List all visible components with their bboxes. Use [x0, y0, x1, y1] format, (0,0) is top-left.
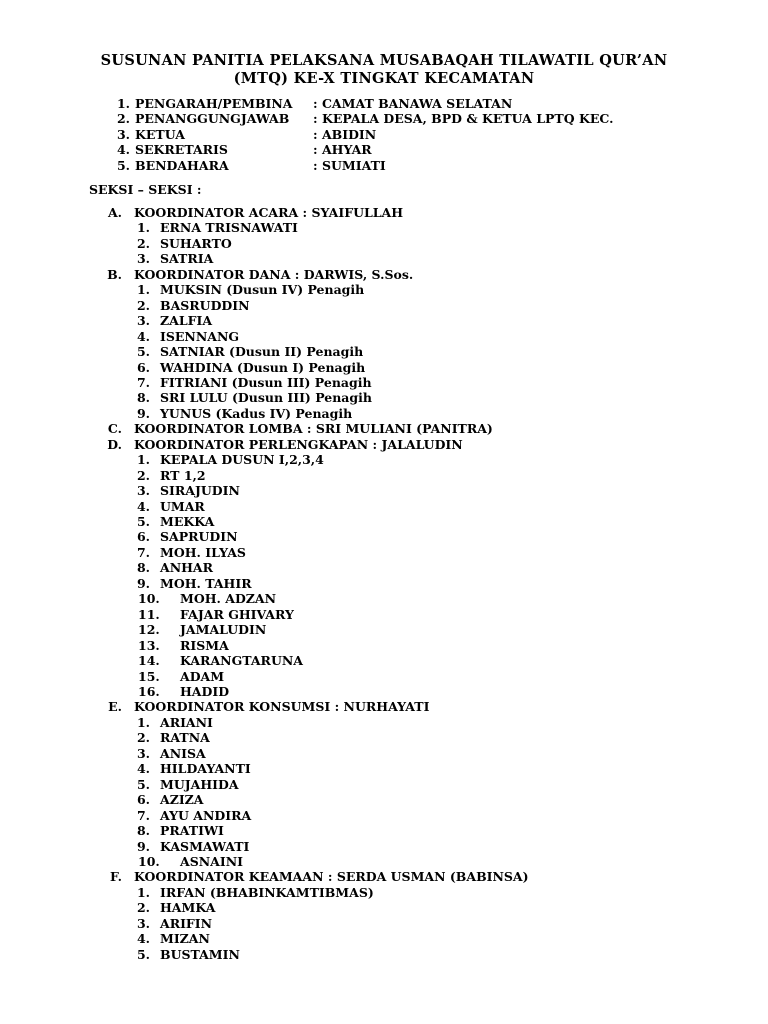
section-title: KOORDINATOR ACARA : SYAIFULLAH [134, 205, 404, 220]
member-name: ANISA [160, 745, 206, 761]
member-name: ARIANI [160, 714, 213, 730]
member-number: 2. [136, 235, 150, 251]
leader-name: : ABIDIN [313, 126, 377, 142]
member-name: MOH. ADZAN [180, 591, 277, 607]
member-number: 5. [136, 776, 150, 792]
member-row [0, 514, 768, 529]
section-letter: C. [107, 421, 122, 437]
member-name: ASNAINI [180, 853, 243, 869]
member-row [0, 375, 768, 390]
section-letter: D. [107, 436, 122, 452]
leader-row [0, 96, 768, 111]
member-name: ARIFIN [160, 915, 213, 931]
leader-row [0, 111, 768, 126]
member-name: MOH. ILYAS [160, 544, 246, 560]
member-number: 8. [136, 823, 150, 838]
member-number: 14. [138, 653, 160, 669]
member-number: 4. [136, 931, 150, 947]
member-name: ERNA TRISNAWATI [160, 220, 298, 236]
member-name: ZALFIA [160, 313, 213, 329]
member-number: 4. [136, 761, 150, 777]
leader-number: 2. [116, 111, 130, 127]
member-row [0, 638, 768, 653]
member-row [0, 931, 768, 946]
leader-role: BENDAHARA [135, 157, 229, 173]
member-row [0, 545, 768, 560]
member-row [0, 220, 768, 235]
member-row [0, 406, 768, 421]
member-name: RISMA [180, 637, 229, 653]
document-title [0, 52, 768, 88]
section-letter: F. [110, 869, 122, 885]
section-heading [0, 205, 768, 220]
member-name: HAMKA [160, 900, 216, 916]
member-number: 9. [136, 838, 150, 854]
member-name: PRATIWI [160, 823, 224, 838]
member-name: JAMALUDIN [180, 622, 267, 638]
member-row [0, 669, 768, 684]
member-number: 11. [138, 606, 160, 622]
member-name: HILDAYANTI [160, 761, 251, 777]
member-row [0, 792, 768, 807]
member-row [0, 576, 768, 591]
leader-row [0, 127, 768, 142]
member-row [0, 715, 768, 730]
section-title: KOORDINATOR DANA : DARWIS, S.Sos. [134, 266, 414, 282]
member-row [0, 560, 768, 575]
member-number: 7. [136, 374, 150, 390]
member-number: 10. [138, 853, 160, 869]
title-line-1: SUSUNAN PANITIA PELAKSANA MUSABAQAH TILAWATIL QUR’AN [100, 52, 668, 69]
member-row [0, 251, 768, 266]
member-row [0, 313, 768, 328]
member-name: AYU ANDIRA [160, 807, 252, 823]
member-row [0, 730, 768, 745]
section-title: KOORDINATOR PERLENGKAPAN : JALALUDIN [134, 436, 463, 452]
member-name: FAJAR GHIVARY [180, 606, 294, 622]
member-number: 1. [136, 282, 150, 298]
member-name: HADID [180, 684, 230, 699]
sections-label: SEKSI – SEKSI : [89, 182, 202, 197]
member-number: 2. [136, 730, 150, 746]
member-name: SIRAJUDIN [160, 483, 240, 499]
member-name: MIZAN [160, 931, 210, 947]
member-number: 12. [138, 622, 160, 638]
member-row [0, 236, 768, 251]
section-heading [0, 421, 768, 436]
leader-name: : AHYAR [313, 142, 372, 158]
member-number: 1. [136, 714, 150, 730]
member-name: IRFAN (BHABINKAMTIBMAS) [160, 884, 374, 900]
leader-name: : CAMAT BANAWA SELATAN [313, 96, 513, 111]
section-heading [0, 437, 768, 452]
member-name: ADAM [180, 668, 225, 684]
member-row [0, 298, 768, 313]
member-number: 8. [136, 560, 150, 576]
member-number: 3. [136, 251, 150, 267]
member-number: 7. [136, 807, 150, 823]
section-title: KOORDINATOR LOMBA : SRI MULIANI (PANITRA) [134, 421, 493, 437]
member-number: 6. [136, 359, 150, 375]
member-number: 2. [136, 900, 150, 916]
member-number: 5. [136, 344, 150, 359]
member-number: 5. [136, 946, 150, 962]
member-row [0, 885, 768, 900]
member-number: 10. [138, 591, 160, 607]
member-row [0, 499, 768, 514]
member-name: SATRIA [160, 251, 214, 267]
leader-name: : SUMIATI [313, 157, 386, 173]
member-number: 1. [136, 220, 150, 236]
member-row [0, 900, 768, 915]
member-row [0, 529, 768, 544]
member-name: SAPRUDIN [160, 529, 238, 545]
leader-row [0, 142, 768, 157]
member-number: 1. [136, 452, 150, 468]
member-number: 7. [136, 544, 150, 560]
member-row [0, 684, 768, 699]
member-name: ISENNANG [160, 328, 240, 344]
leader-role: KETUA [135, 126, 185, 142]
member-name: SUHARTO [160, 235, 232, 251]
member-row [0, 777, 768, 792]
member-row [0, 282, 768, 297]
member-row [0, 947, 768, 962]
leader-name: : KEPALA DESA, BPD & KETUA LPTQ KEC. [313, 111, 614, 127]
leader-role: SEKRETARIS [135, 142, 228, 158]
section-heading [0, 267, 768, 282]
member-number: 3. [136, 313, 150, 329]
member-row [0, 344, 768, 359]
leader-row [0, 158, 768, 173]
member-number: 4. [136, 498, 150, 514]
member-number: 5. [136, 514, 150, 529]
member-name: MOH. TAHIR [160, 575, 252, 591]
section-title: KOORDINATOR KEAMAAN : SERDA USMAN (BABINSA) [134, 869, 529, 885]
member-name: BUSTAMIN [160, 946, 240, 962]
member-name: AZIZA [160, 792, 204, 808]
member-number: 1. [136, 884, 150, 900]
member-name: UMAR [160, 498, 205, 514]
member-number: 9. [136, 575, 150, 591]
member-row [0, 916, 768, 931]
member-number: 6. [136, 529, 150, 545]
member-number: 6. [136, 792, 150, 808]
member-row [0, 360, 768, 375]
section-title: KOORDINATOR KONSUMSI : NURHAYATI [134, 699, 430, 715]
member-row [0, 808, 768, 823]
member-row [0, 839, 768, 854]
member-row [0, 761, 768, 776]
member-number: 2. [136, 467, 150, 483]
leader-number: 1. [116, 96, 130, 111]
member-number: 3. [136, 745, 150, 761]
member-number: 13. [138, 637, 160, 653]
member-name: MEKKA [160, 514, 215, 529]
member-name: MUJAHIDA [160, 776, 239, 792]
leader-role: PENGARAH/PEMBINA [135, 96, 293, 111]
member-name: FITRIANI (Dusun III) Penagih [160, 374, 372, 390]
leader-number: 3. [116, 126, 130, 142]
member-name: YUNUS (Kadus IV) Penagih [160, 405, 353, 421]
section-heading [0, 699, 768, 714]
leader-number: 5. [116, 157, 130, 173]
section-heading [0, 869, 768, 884]
member-name: BASRUDDIN [160, 297, 250, 313]
member-row [0, 390, 768, 405]
member-row [0, 854, 768, 869]
member-name: KARANGTARUNA [180, 653, 303, 669]
member-number: 3. [136, 915, 150, 931]
member-number: 9. [136, 405, 150, 421]
member-number: 3. [136, 483, 150, 499]
member-row [0, 468, 768, 483]
member-number: 8. [136, 390, 150, 406]
member-name: WAHDINA (Dusun I) Penagih [160, 359, 366, 375]
leader-number: 4. [116, 142, 130, 158]
member-name: MUKSIN (Dusun IV) Penagih [160, 282, 365, 298]
member-row [0, 329, 768, 344]
member-name: SRI LULU (Dusun III) Penagih [160, 390, 372, 406]
member-row [0, 452, 768, 467]
section-letter: E. [108, 699, 122, 715]
member-row [0, 591, 768, 606]
title-line-2: (MTQ) KE-X TINGKAT KECAMATAN [233, 70, 535, 87]
leader-role: PENANGGUNGJAWAB [135, 111, 290, 127]
member-name: RT 1,2 [160, 467, 206, 483]
member-number: 4. [136, 328, 150, 344]
member-number: 2. [136, 297, 150, 313]
member-name: SATNIAR (Dusun II) Penagih [160, 344, 364, 359]
member-row [0, 746, 768, 761]
section-letter: B. [107, 266, 122, 282]
member-row [0, 622, 768, 637]
member-row [0, 483, 768, 498]
member-number: 16. [138, 684, 160, 699]
member-number: 15. [138, 668, 160, 684]
member-row [0, 607, 768, 622]
section-letter: A. [107, 205, 122, 220]
member-row [0, 823, 768, 838]
member-name: KASMAWATI [160, 838, 250, 854]
member-name: KEPALA DUSUN I,2,3,4 [160, 452, 324, 468]
member-name: RATNA [160, 730, 210, 746]
member-name: ANHAR [160, 560, 214, 576]
member-row [0, 653, 768, 668]
